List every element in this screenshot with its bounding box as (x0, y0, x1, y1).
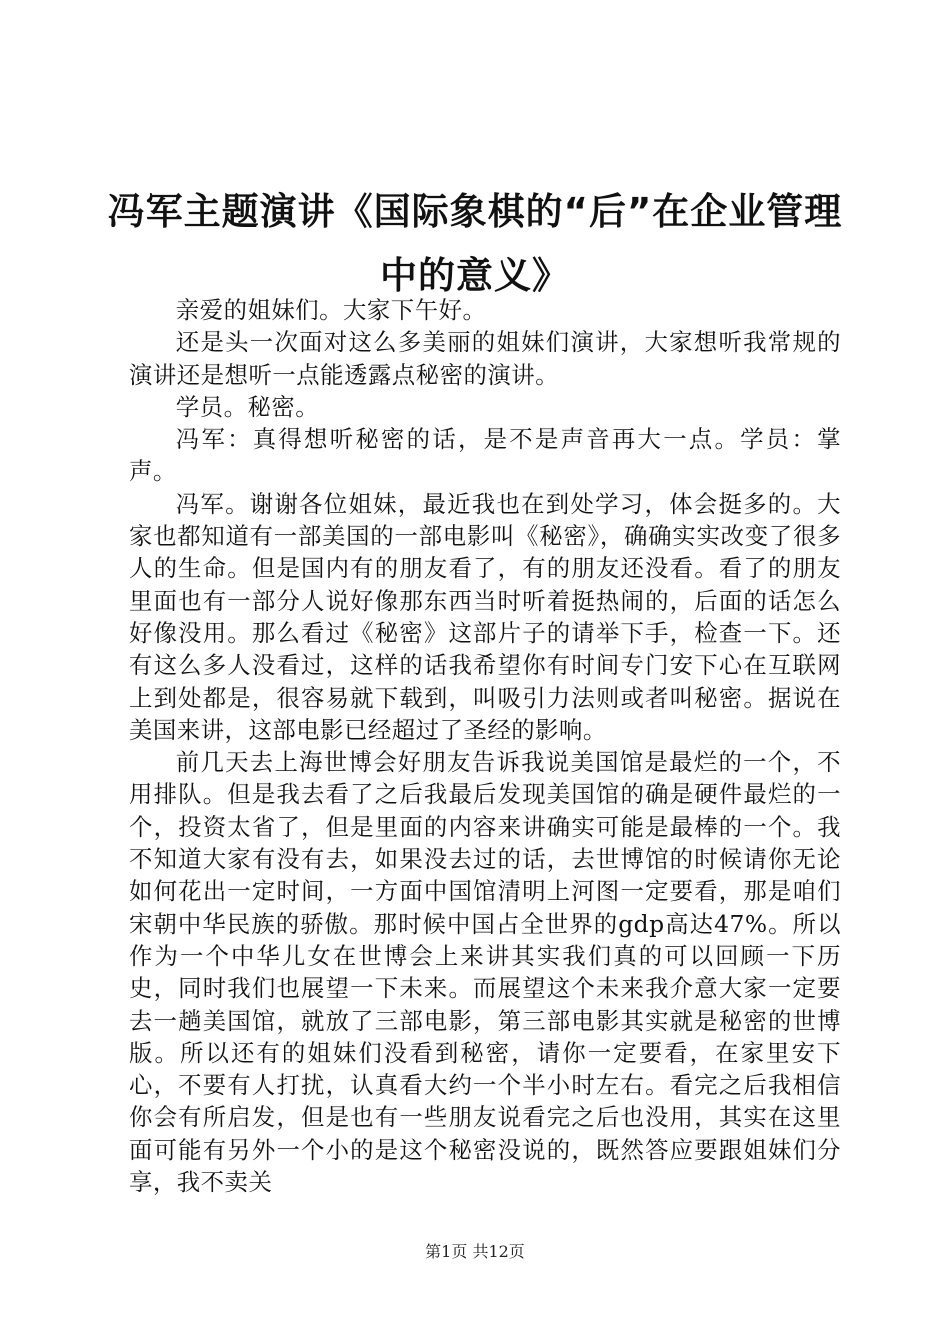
paragraph: 前几天去上海世博会好朋友告诉我说美国馆是最烂的一个，不用排队。但是我去看了之后我最后发现美国馆的确是硬件最烂的一个，投资太省了，但是里面的内容来讲确实可能是最棒的一个。我不知道大家有没有去，如果没去过的话，去世博馆的时候请你无论如何花出一定时间，一方面中国馆清明上河图一定要看，那是咱们宋朝中华民族的骄傲。那时候中国占全世界的gdp高达47%。所以作为一个中华儿女在世博会上来讲其实我们真的可以回顾一下历史，同时我们也展望一下未来。而展望这个未来我介意大家一定要去一趟美国馆，就放了三部电影，第三部电影其实就是秘密的世博版。所以还有的姐妹们没看到秘密，请你一定要看，在家里安下心，不要有人打扰，认真看大约一个半小时左右。看完之后我相信你会有所启发，但是也有一些朋友说看完之后也没用，其实在这里面可能有另外一个小的是这个秘密没说的，既然答应要跟姐妹们分享，我不卖关 (129, 748, 841, 1197)
paragraph: 冯军：真得想听秘密的话，是不是声音再大一点。学员：掌声。 (129, 425, 841, 486)
document-body (129, 294, 841, 1198)
paragraph: 亲爱的姐妹们。大家下午好。 (175, 296, 487, 324)
paragraph: 学员。秘密。 (175, 392, 320, 421)
paragraph: 还是头一次面对这么多美丽的姐妹们演讲，大家想听我常规的演讲还是想听一点能透露点秘密的演讲。 (129, 328, 841, 389)
title-line-1: 冯军主题演讲《国际象棋的“后”在企业管理 (107, 190, 843, 233)
document-title (100, 180, 850, 308)
page-number-footer: 第1页 共12页 (425, 1242, 525, 1261)
title-line-2: 中的意义》 (380, 254, 570, 297)
paragraph: 冯军。谢谢各位姐妹，最近我也在到处学习，体会挺多的。大家也都知道有一部美国的一部电影叫《秘密》，确确实实改变了很多人的生命。但是国内有的朋友看了，有的朋友还没看。看了的朋友里面也有一部分人说好像那东西当时听着挺热闹的，后面的话怎么好像没用。那么看过《秘密》这部片子的请举下手，检查一下。还有这么多人没看过，这样的话我希望你有时间专门安下心在互联网上到处都是，很容易就下载到，叫吸引力法则或者叫秘密。据说在美国来讲，这部电影已经超过了圣经的影响。 (129, 489, 841, 744)
